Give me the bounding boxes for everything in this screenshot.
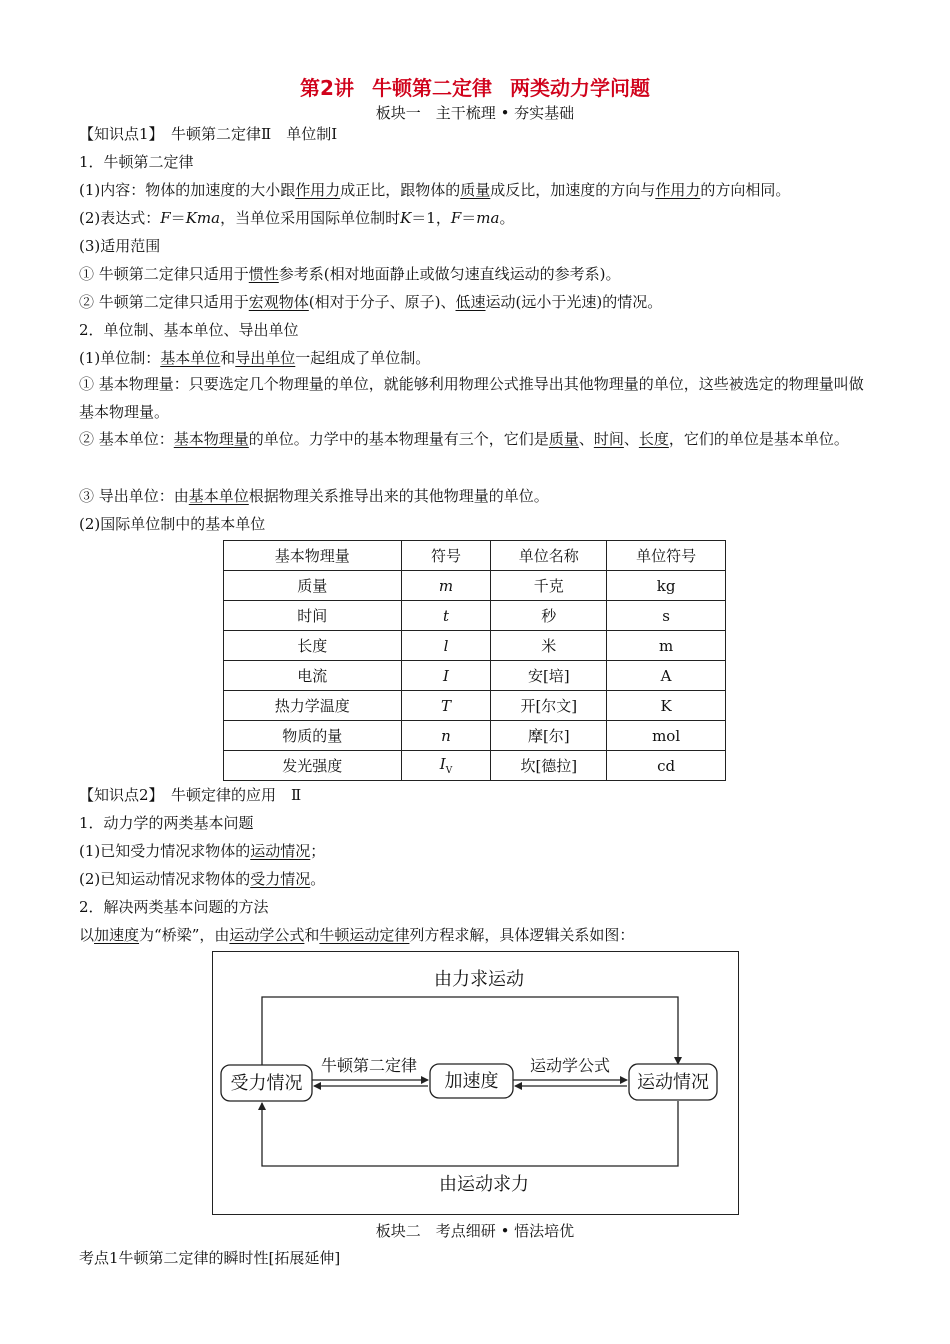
item-1-title: 1．动力学的两类基本问题	[79, 814, 254, 832]
underlined-term: 低速	[455, 293, 486, 311]
table-row	[224, 721, 726, 751]
table-header-cell: 单位符号	[607, 541, 726, 571]
underlined-term: 时间	[593, 430, 624, 448]
title-topic-2: 两类动力学问题	[509, 76, 650, 100]
table-cell: cd	[607, 751, 726, 781]
paragraph-scope-1: ① 牛顿第二定律只适用于惯性参考系(相对地面静止或做匀速直线运动的参考系)。	[79, 265, 621, 283]
item-1-title: 1．牛顿第二定律	[79, 153, 194, 171]
table-cell: m	[607, 631, 726, 661]
paragraph-problem-1: (1)已知受力情况求物体的运动情况；	[79, 842, 326, 860]
underlined-term: 质量	[460, 181, 491, 199]
table-cell: 摩[尔]	[491, 721, 607, 751]
table-header-cell: 单位名称	[491, 541, 607, 571]
table-cell: I	[401, 661, 491, 691]
table-row	[224, 631, 726, 661]
table-cell: $I_V$	[401, 751, 491, 781]
paragraph-basic-unit: ② 基本单位：基本物理量的单位。力学中的基本物理量有三个，它们是质量、时间、长度，它们的单位是基本单位。	[79, 430, 849, 448]
table-cell: 秒	[491, 601, 607, 631]
table-cell: m	[401, 571, 491, 601]
underlined-term: 宏观物体	[248, 293, 309, 311]
table-cell: 热力学温度	[224, 691, 402, 721]
paragraph-method: 以加速度为“桥梁”，由运动学公式和牛顿运动定律列方程求解，具体逻辑关系如图：	[79, 926, 635, 944]
paragraph-expression: (2)表达式：F＝Kma，当单位采用国际单位制时K＝1，F＝ma。	[79, 209, 515, 227]
arrow-left-label: 牛顿第二定律	[320, 1056, 418, 1075]
section-1-heading: 板块一 主干梳理 • 夯实基础	[375, 104, 575, 122]
paragraph-derived-unit: ③ 导出单位：由基本单位根据物理关系推导出来的其他物理量的单位。	[79, 487, 549, 505]
table-cell: 质量	[224, 571, 402, 601]
arrow-right-label: 运动学公式	[529, 1056, 611, 1075]
table-row	[224, 661, 726, 691]
underlined-term: 加速度	[94, 926, 140, 944]
box-acceleration-label: 加速度	[444, 1071, 499, 1092]
underlined-term: 质量	[548, 430, 579, 448]
page-title	[0, 72, 950, 101]
box-motion-condition-label: 运动情况	[637, 1072, 709, 1093]
table-cell: 坎[德拉]	[491, 751, 607, 781]
table-cell: 时间	[224, 601, 402, 631]
table-cell: 长度	[224, 631, 402, 661]
arrow-force-to-motion	[262, 997, 678, 1065]
title-lecture-number: 第2讲	[300, 76, 354, 100]
logic-relation-diagram	[212, 951, 739, 1215]
table-header-cell: 基本物理量	[224, 541, 402, 571]
underlined-term: 运动学公式	[229, 926, 305, 944]
table-row	[224, 691, 726, 721]
table-row	[224, 751, 726, 781]
underlined-term: 基本单位	[188, 487, 249, 505]
underlined-term: 作用力	[295, 181, 341, 199]
table-cell: 发光强度	[224, 751, 402, 781]
paragraph-scope-2: ② 牛顿第二定律只适用于宏观物体(相对于分子、原子)、低速运动(远小于光速)的情况。	[79, 293, 663, 311]
underlined-term: 运动情况	[250, 842, 311, 860]
table-cell: 安[培]	[491, 661, 607, 691]
underlined-term: 作用力	[655, 181, 701, 199]
table-header-row	[224, 541, 726, 571]
section-2-heading: 板块二 考点细研 • 悟法培优	[375, 1222, 575, 1240]
table-cell: mol	[607, 721, 726, 751]
table-row	[224, 571, 726, 601]
si-base-units-table	[223, 540, 726, 781]
exam-point-1-heading: 考点1牛顿第二定律的瞬时性[拓展延伸]	[79, 1249, 341, 1267]
table-cell: l	[401, 631, 491, 661]
table-cell: T	[401, 691, 491, 721]
paragraph-scope-title: (3)适用范围	[79, 237, 161, 255]
paragraph-problem-2: (2)已知运动情况求物体的受力情况。	[79, 870, 326, 888]
table-cell: K	[607, 691, 726, 721]
bottom-flow-label: 由运动求力	[439, 1174, 529, 1195]
paragraph-basic-quantity: ① 基本物理量：只要选定几个物理量的单位，就能够利用物理公式推导出其他物理量的单位，这些被选定的物理量叫做基本物理量。	[79, 375, 864, 421]
table-cell: n	[401, 721, 491, 751]
item-2-title: 2．解决两类基本问题的方法	[79, 898, 269, 916]
table-cell: 千克	[491, 571, 607, 601]
underlined-term: 基本单位	[160, 349, 221, 367]
table-cell: 开[尔文]	[491, 691, 607, 721]
knowledge-point-1-heading: 【知识点1】 牛顿第二定律Ⅱ 单位制Ⅰ	[79, 125, 338, 143]
table-cell: s	[607, 601, 726, 631]
knowledge-point-2-heading: 【知识点2】 牛顿定律的应用 Ⅱ	[79, 786, 302, 804]
underlined-term: 导出单位	[235, 349, 296, 367]
underlined-term: 受力情况	[250, 870, 311, 888]
title-topic-1: 牛顿第二定律	[371, 76, 492, 100]
paragraph-unit-system: (1)单位制：基本单位和导出单位一起组成了单位制。	[79, 349, 431, 367]
box-force-condition-label: 受力情况	[230, 1073, 303, 1094]
paragraph-content: (1)内容：物体的加速度的大小跟作用力成正比，跟物体的质量成反比，加速度的方向与作用力的方向相同。	[79, 181, 791, 199]
table-cell: A	[607, 661, 726, 691]
underlined-term: 基本物理量	[173, 430, 249, 448]
paragraph-si-units-title: (2)国际单位制中的基本单位	[79, 515, 266, 533]
table-cell: 物质的量	[224, 721, 402, 751]
table-cell: 电流	[224, 661, 402, 691]
item-2-title: 2．单位制、基本单位、导出单位	[79, 321, 299, 339]
table-cell: kg	[607, 571, 726, 601]
table-cell: 米	[491, 631, 607, 661]
table-cell: t	[401, 601, 491, 631]
underlined-term: 长度	[638, 430, 669, 448]
top-flow-label: 由力求运动	[434, 969, 524, 990]
underlined-term: 惯性	[248, 265, 279, 283]
table-row	[224, 601, 726, 631]
table-header-cell: 符号	[401, 541, 491, 571]
arrow-motion-to-force	[262, 1101, 678, 1166]
underlined-term: 牛顿运动定律	[319, 926, 410, 944]
